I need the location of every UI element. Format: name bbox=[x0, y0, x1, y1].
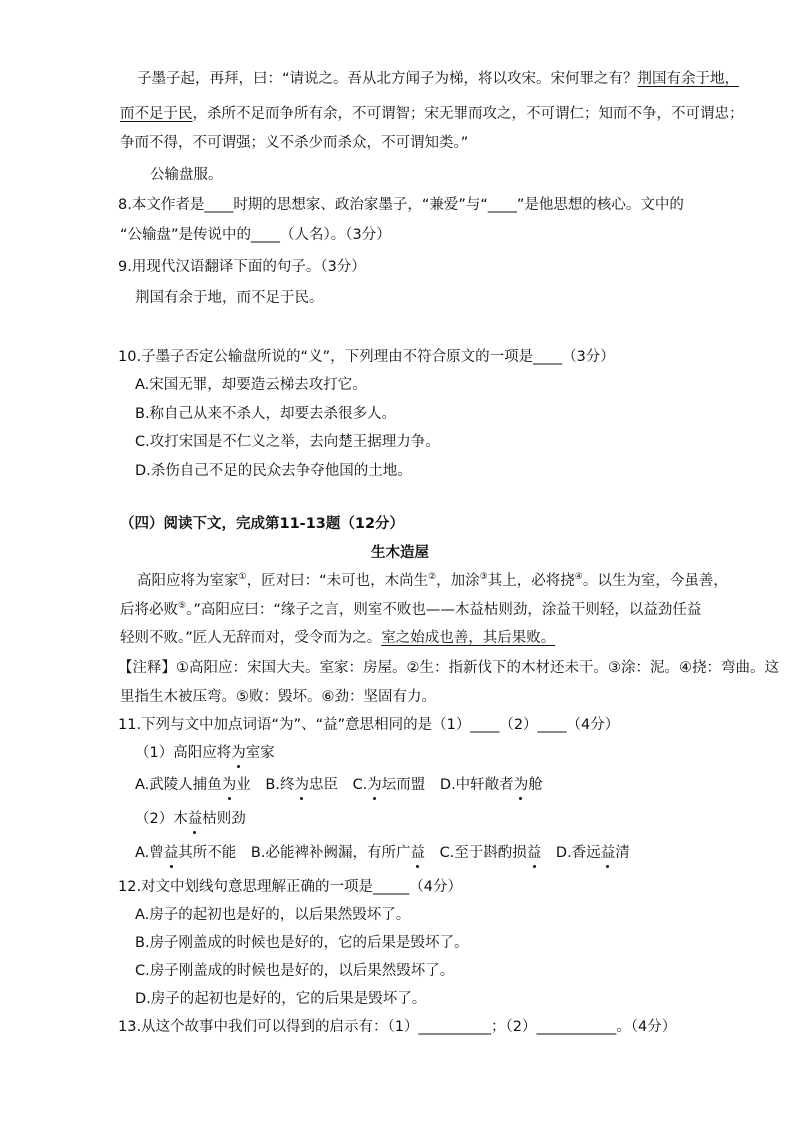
option-a: A.房子的起初也是好的，以后果然毁坏了。 bbox=[135, 907, 411, 923]
footnote-mark: ④ bbox=[574, 572, 583, 583]
underlined-sentence: 而不足于民 bbox=[120, 106, 193, 122]
option-c bbox=[440, 845, 542, 861]
option-b: B.称自己从来不杀人，却要去杀很多人。 bbox=[135, 406, 397, 422]
option-text: A.武陵人捕鱼 bbox=[135, 777, 222, 793]
passage-text: 子墨子起，再拜，曰：“请说之。吾从北方闻子为梯，将以攻宋。宋何罪之有？ bbox=[137, 71, 638, 87]
question-11: 11.下列与文中加点词语“为”、“益”意思相同的是（1）____（2）____（4分） bbox=[118, 717, 620, 733]
option-text: D.香远 bbox=[555, 845, 601, 861]
option-text: B.必能裨补阙漏，有所广 bbox=[250, 845, 411, 861]
dotted-word: 为 bbox=[221, 777, 237, 793]
passage-line: 公输盘服。 bbox=[150, 167, 223, 183]
question-8: 8.本文作者是____时期的思想家、政治家墨子，“兼爱”与“____”是他思想的核心。文中的 bbox=[118, 197, 684, 213]
passage-line: 争而不得，不可谓强；义不杀少而杀众，不可谓知类。” bbox=[120, 135, 469, 151]
passage-text: 其上，必将挠 bbox=[487, 573, 575, 589]
option-text: 业 bbox=[236, 777, 251, 793]
question-9: 9.用现代汉语翻译下面的句子。（3分） bbox=[118, 259, 366, 275]
dotted-word: 为 bbox=[513, 777, 529, 793]
passage-line bbox=[137, 571, 728, 591]
option-c bbox=[353, 777, 426, 793]
sub-text: 高阳应将 bbox=[173, 745, 232, 761]
footnote-mark: ② bbox=[428, 572, 437, 583]
passage-line bbox=[120, 104, 744, 124]
option-text: 坛而盟 bbox=[381, 777, 426, 793]
question-13: 13.从这个故事中我们可以得到的启示有：（1）__________；（2）___________。（4分） bbox=[118, 1019, 677, 1035]
passage-text: 高阳应将为室家 bbox=[137, 573, 239, 589]
footnote-mark: ⑤ bbox=[178, 601, 187, 612]
passage-text: 。以生为室，今虽善， bbox=[582, 573, 728, 589]
dotted-word: 益 bbox=[187, 811, 203, 827]
option-text: 清 bbox=[615, 845, 630, 861]
option-text: 其所不能 bbox=[178, 845, 237, 861]
question-8-cont: “公输盘”是传说中的____（人名）。（3分） bbox=[120, 227, 391, 243]
passage-text: ，杀所不足而争所有余，不可谓智；宋无罪而攻之，不可谓仁；知而不争，不可谓忠； bbox=[192, 106, 744, 122]
passage-text: 轻则不败。”匠人无辞而对，受令而为之。 bbox=[120, 630, 382, 646]
footnote-mark: ③ bbox=[479, 572, 488, 583]
option-a: A.宋国无罪，却要造云梯去攻打它。 bbox=[135, 377, 367, 393]
underlined-sentence: 室之始成也善，其后果败。 bbox=[381, 630, 556, 646]
sub-question-2 bbox=[135, 809, 246, 829]
option-a bbox=[135, 777, 251, 793]
option-c: C.攻打宋国是不仁义之举，去向楚王据理力争。 bbox=[135, 434, 440, 450]
option-text: C.至于斟酌损 bbox=[439, 845, 527, 861]
annotation-note: 【注释】①高阳应：宋国大夫。室家：房屋。②生：指新伐下的木材还未干。③涂：泥。④挠：弯曲。这 bbox=[118, 660, 779, 676]
passage-title: 生木造屋 bbox=[371, 545, 429, 561]
dotted-word: 为 bbox=[231, 745, 246, 761]
option-c: C.房子刚盖成的时候也是好的，以后果然毁坏了。 bbox=[135, 963, 455, 979]
option-d: D.杀伤自己不足的民众去争夺他国的土地。 bbox=[135, 463, 412, 479]
sub-label: （1） bbox=[135, 745, 174, 761]
annotation-note: 里指生木被压弯。⑤败：毁坏。⑥劲：坚固有力。 bbox=[120, 689, 436, 705]
option-text: 忠臣 bbox=[308, 777, 338, 793]
option-text: B.终 bbox=[265, 777, 295, 793]
option-b bbox=[251, 845, 425, 861]
dotted-word: 益 bbox=[526, 845, 542, 861]
option-b: B.房子刚盖成的时候也是好的，它的后果是毁坏了。 bbox=[135, 935, 469, 951]
option-d bbox=[556, 845, 630, 861]
sub-text: 木 bbox=[173, 811, 188, 827]
question-12: 12.对文中划线句意思理解正确的一项是_____（4分） bbox=[118, 879, 463, 895]
passage-text: ，匠对曰：“未可也，木尚生 bbox=[246, 573, 429, 589]
underlined-sentence: 荆国有余于地， bbox=[637, 71, 740, 87]
section-heading: （四）阅读下文，完成第11-13题（12分） bbox=[120, 516, 405, 532]
option-text: C. bbox=[352, 777, 368, 793]
dotted-word: 益 bbox=[410, 845, 425, 861]
options-row-1 bbox=[135, 775, 543, 795]
passage-line bbox=[120, 600, 701, 620]
option-d: D.房子的起初也是好的，它的后果是毁坏了。 bbox=[135, 991, 427, 1007]
sub-question-1 bbox=[135, 743, 275, 763]
passage-text: ，加涂 bbox=[436, 573, 480, 589]
dotted-word: 益 bbox=[600, 845, 616, 861]
options-row-2 bbox=[135, 843, 630, 863]
dotted-word: 为 bbox=[367, 777, 382, 793]
sub-label: （2） bbox=[135, 811, 174, 827]
option-text: 舱 bbox=[528, 777, 543, 793]
translation-sentence: 荆国有余于地，而不足于民。 bbox=[135, 290, 324, 306]
footnote-mark: ① bbox=[238, 572, 247, 583]
option-a bbox=[135, 845, 236, 861]
sub-text: 室家 bbox=[245, 745, 275, 761]
dotted-word: 为 bbox=[294, 777, 309, 793]
question-10: 10.子墨子否定公输盘所说的“义”，下列理由不符合原文的一项是____（3分） bbox=[118, 349, 615, 365]
passage-text: 。”高阳应曰：“缘子之言，则室不败也——木益枯则劲，涂益干则轻，以益劲任益 bbox=[186, 602, 702, 618]
dotted-word: 益 bbox=[163, 845, 179, 861]
passage-text: 后将必败 bbox=[120, 602, 178, 618]
passage-line bbox=[137, 69, 739, 89]
option-text: A.曾 bbox=[135, 845, 164, 861]
option-text: D.中轩敞者 bbox=[439, 777, 514, 793]
option-b bbox=[265, 777, 338, 793]
sub-text: 枯则劲 bbox=[202, 811, 246, 827]
passage-line bbox=[120, 628, 555, 648]
option-d bbox=[440, 777, 543, 793]
